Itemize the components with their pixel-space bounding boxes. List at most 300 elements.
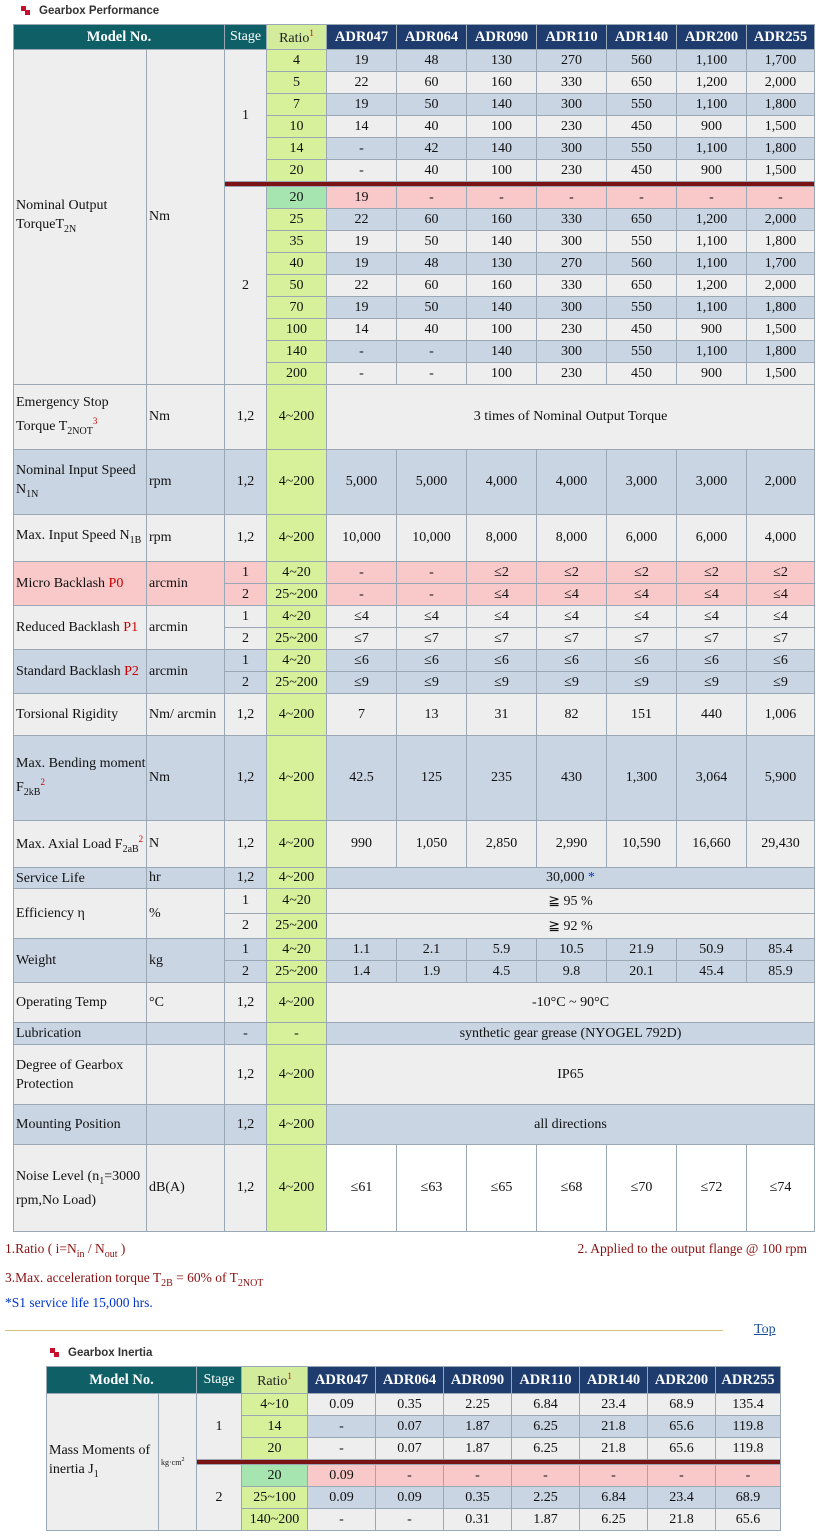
value-cell: 650 <box>607 72 677 94</box>
value-cell: 3,064 <box>677 736 747 821</box>
efficiency-unit: % <box>147 889 225 939</box>
ratio-cell: 50 <box>267 275 327 297</box>
value-cell: 100 <box>467 116 537 138</box>
ratio-header: Ratio$^1$ <box>267 25 327 50</box>
ratio-cell: 140 <box>267 341 327 363</box>
value-cell: ≤2 <box>747 562 815 584</box>
value-cell: 21.8 <box>648 1509 716 1531</box>
value-cell: 50 <box>397 297 467 319</box>
value-cell: 0.07 <box>376 1416 444 1438</box>
value-cell: 7 <box>327 694 397 736</box>
value-cell: ≤4 <box>467 606 537 628</box>
lubrication-label: Lubrication <box>14 1023 147 1045</box>
bending-label: Max. Bending moment $F_{2kB}^2$ <box>14 736 147 821</box>
life-value: 30,000 * <box>327 868 815 889</box>
value-cell: 29,430 <box>747 821 815 868</box>
value-cell: - <box>747 187 815 209</box>
value-cell: 550 <box>607 94 677 116</box>
ratio-cell: 10 <box>267 116 327 138</box>
value-cell: 23.4 <box>648 1487 716 1509</box>
value-cell: 21.9 <box>607 939 677 961</box>
value-cell: 330 <box>537 72 607 94</box>
value-cell: - <box>397 187 467 209</box>
weight-row <box>14 939 815 961</box>
life-label: Service Life <box>14 868 147 889</box>
ratio-cell: 4~200 <box>267 983 327 1023</box>
value-cell: - <box>580 1465 648 1487</box>
value-cell: 900 <box>677 160 747 182</box>
emergency-row <box>14 385 815 450</box>
ratio-cell: 25~100 <box>242 1487 308 1509</box>
value-cell: ≤4 <box>467 584 537 606</box>
value-cell: 450 <box>607 363 677 385</box>
value-cell: - <box>397 562 467 584</box>
value-cell: ≤6 <box>677 650 747 672</box>
value-cell: 2,000 <box>747 72 815 94</box>
model-header: ADR140 <box>607 25 677 50</box>
value-cell: 22 <box>327 209 397 231</box>
value-cell: 5,000 <box>327 450 397 515</box>
value-cell: 21.8 <box>580 1438 648 1460</box>
value-cell: 650 <box>607 275 677 297</box>
value-cell: - <box>677 187 747 209</box>
ratio-cell: 4~200 <box>267 868 327 889</box>
value-cell: 6,000 <box>607 515 677 562</box>
value-cell: 560 <box>607 50 677 72</box>
value-cell: 100 <box>467 363 537 385</box>
stage-cell: 1,2 <box>225 736 267 821</box>
value-cell: - <box>308 1438 376 1460</box>
value-cell: ≤6 <box>607 650 677 672</box>
value-cell: 230 <box>537 363 607 385</box>
ratio-cell: 40 <box>267 253 327 275</box>
value-cell: 550 <box>607 138 677 160</box>
value-cell: 45.4 <box>677 961 747 983</box>
stage-cell: 1 <box>197 1394 242 1460</box>
ratio-cell: 4~200 <box>267 694 327 736</box>
life-unit: hr <box>147 868 225 889</box>
value-cell: 1,700 <box>747 50 815 72</box>
weight-unit: kg <box>147 939 225 983</box>
header-row <box>14 25 815 50</box>
value-cell: 130 <box>467 253 537 275</box>
value-cell: 40 <box>397 116 467 138</box>
value-cell: ≤4 <box>397 606 467 628</box>
value-cell: - <box>397 341 467 363</box>
stage-cell: 1 <box>225 889 267 914</box>
value-cell: ≤7 <box>327 628 397 650</box>
red-flag-icon <box>50 1348 60 1358</box>
inertia-label: Mass Moments of inertia $J_1$ <box>47 1394 159 1531</box>
value-cell: 230 <box>537 319 607 341</box>
value-cell: 68.9 <box>716 1487 781 1509</box>
model-header: ADR200 <box>648 1367 716 1394</box>
value-cell: 1,800 <box>747 341 815 363</box>
reduced-label: Reduced Backlash P1 <box>14 606 147 650</box>
value-cell: 550 <box>607 231 677 253</box>
value-cell: ≤2 <box>537 562 607 584</box>
value-cell: 1,200 <box>677 275 747 297</box>
inertia-row <box>47 1394 781 1416</box>
ratio-cell: 4~20 <box>267 889 327 914</box>
value-cell: 40 <box>397 319 467 341</box>
performance-title-text: Gearbox Performance <box>39 5 160 17</box>
bending-row <box>14 736 815 821</box>
value-cell: ≤7 <box>607 628 677 650</box>
value-cell: 4,000 <box>467 450 537 515</box>
value-cell: 1,100 <box>677 138 747 160</box>
value-cell: 2,000 <box>747 450 815 515</box>
ratio-cell: 4~20 <box>267 562 327 584</box>
stage-cell: 2 <box>197 1465 242 1531</box>
micro-unit: arcmin <box>147 562 225 606</box>
value-cell: - <box>308 1509 376 1531</box>
value-cell: 65.6 <box>648 1438 716 1460</box>
value-cell: ≤9 <box>467 672 537 694</box>
value-cell: 160 <box>467 209 537 231</box>
value-cell: ≤68 <box>537 1145 607 1232</box>
value-cell: - <box>308 1416 376 1438</box>
value-cell: 4,000 <box>537 450 607 515</box>
value-cell: 135.4 <box>716 1394 781 1416</box>
value-cell: 6.25 <box>512 1416 580 1438</box>
stage-cell: 1,2 <box>225 821 267 868</box>
ratio-cell: 4 <box>267 50 327 72</box>
ratio-cell: 14 <box>242 1416 308 1438</box>
ratio-cell: 4~20 <box>267 650 327 672</box>
ratio-cell: 4~200 <box>267 385 327 450</box>
value-cell: 10,000 <box>397 515 467 562</box>
ratio-cell: 5 <box>267 72 327 94</box>
value-cell: 19 <box>327 187 397 209</box>
value-cell: ≤2 <box>677 562 747 584</box>
value-cell: 6,000 <box>677 515 747 562</box>
value-cell: 50 <box>397 231 467 253</box>
stage-cell: 1,2 <box>225 385 267 450</box>
value-cell: 1,050 <box>397 821 467 868</box>
value-cell: 4,000 <box>747 515 815 562</box>
value-cell: 0.09 <box>308 1487 376 1509</box>
reduced-row <box>14 606 815 628</box>
value-cell: ≤4 <box>537 606 607 628</box>
value-cell: 19 <box>327 297 397 319</box>
ratio-cell: 4~200 <box>267 1105 327 1145</box>
value-cell: ≤72 <box>677 1145 747 1232</box>
value-cell: 300 <box>537 297 607 319</box>
stage-cell: 1,2 <box>225 868 267 889</box>
protection-value: IP65 <box>327 1045 815 1105</box>
stage-cell: 1,2 <box>225 1045 267 1105</box>
value-cell: ≤4 <box>537 584 607 606</box>
protection-unit <box>147 1045 225 1105</box>
spec-section <box>14 385 815 1232</box>
value-cell: 300 <box>537 341 607 363</box>
ratio-cell: 4~200 <box>267 450 327 515</box>
stage-cell: 2 <box>225 961 267 983</box>
value-cell: 2.25 <box>444 1394 512 1416</box>
value-cell: - <box>376 1465 444 1487</box>
value-cell: ≤7 <box>537 628 607 650</box>
note-service-life: *S1 service life 15,000 hrs. <box>5 1295 153 1310</box>
value-cell: - <box>512 1465 580 1487</box>
value-cell: 0.09 <box>308 1394 376 1416</box>
value-cell: 119.8 <box>716 1416 781 1438</box>
torque-label: Nominal Output TorqueT$_{2N}$ <box>14 50 147 385</box>
lubrication-unit <box>147 1023 225 1045</box>
inertia-section-title <box>50 1347 152 1359</box>
value-cell: 1.87 <box>512 1509 580 1531</box>
value-cell: - <box>327 160 397 182</box>
bending-unit: Nm <box>147 736 225 821</box>
value-cell: 8,000 <box>537 515 607 562</box>
value-cell: 6.25 <box>512 1438 580 1460</box>
value-cell: 270 <box>537 253 607 275</box>
lubrication-value: synthetic gear grease (NYOGEL 792D) <box>327 1023 815 1045</box>
value-cell: 2,990 <box>537 821 607 868</box>
ratio-cell: 4~200 <box>267 1145 327 1232</box>
emergency-value: 3 times of Nominal Output Torque <box>327 385 815 450</box>
value-cell: ≤61 <box>327 1145 397 1232</box>
value-cell: 151 <box>607 694 677 736</box>
notes-line-1 <box>5 1241 815 1261</box>
value-cell: 1,500 <box>747 160 815 182</box>
stage-cell: 1 <box>225 939 267 961</box>
value-cell: ≤4 <box>327 606 397 628</box>
ratio-cell: - <box>267 1023 327 1045</box>
value-cell: 140 <box>467 341 537 363</box>
value-cell: ≤4 <box>677 584 747 606</box>
torque-row <box>14 50 815 72</box>
ratio-cell: 14 <box>267 138 327 160</box>
value-cell: ≤9 <box>397 672 467 694</box>
value-cell: 19 <box>327 94 397 116</box>
value-cell: 14 <box>327 319 397 341</box>
value-cell: 300 <box>537 138 607 160</box>
value-cell: 6.84 <box>580 1487 648 1509</box>
value-cell: 2.25 <box>512 1487 580 1509</box>
ratio-cell: 4~20 <box>267 606 327 628</box>
value-cell: ≤4 <box>677 606 747 628</box>
ratio-cell: 20 <box>267 187 327 209</box>
value-cell: 1,700 <box>747 253 815 275</box>
value-cell: ≤9 <box>607 672 677 694</box>
axial-unit: N <box>147 821 225 868</box>
performance-table <box>13 24 815 1232</box>
micro-row <box>14 562 815 584</box>
value-cell: 9.8 <box>537 961 607 983</box>
value-cell: 10,000 <box>327 515 397 562</box>
value-cell: 1,100 <box>677 231 747 253</box>
value-cell: ≤70 <box>607 1145 677 1232</box>
model-header: ADR047 <box>327 25 397 50</box>
value-cell: 65.6 <box>716 1509 781 1531</box>
standard-label: Standard Backlash P2 <box>14 650 147 694</box>
value-cell: 82 <box>537 694 607 736</box>
value-cell: 300 <box>537 94 607 116</box>
value-cell: 1.87 <box>444 1416 512 1438</box>
value-cell: 13 <box>397 694 467 736</box>
value-cell: 900 <box>677 116 747 138</box>
performance-section-title <box>21 5 159 17</box>
value-cell: 550 <box>607 341 677 363</box>
value-cell: 65.6 <box>648 1416 716 1438</box>
standard-row <box>14 650 815 672</box>
stage-cell: 2 <box>225 914 267 939</box>
value-cell: 21.8 <box>580 1416 648 1438</box>
optemp-value: -10°C ~ 90°C <box>327 983 815 1023</box>
note-output-flange: 2. Applied to the output flange @ 100 rpm <box>577 1241 807 1256</box>
value-cell: 230 <box>537 160 607 182</box>
value-cell: 0.35 <box>444 1487 512 1509</box>
value-cell: - <box>327 363 397 385</box>
value-cell: - <box>716 1465 781 1487</box>
model-header: ADR090 <box>467 25 537 50</box>
value-cell: 300 <box>537 231 607 253</box>
value-cell: ≤6 <box>397 650 467 672</box>
value-cell: 14 <box>327 116 397 138</box>
value-cell: ≤9 <box>537 672 607 694</box>
torque-unit: Nm <box>147 50 225 385</box>
value-cell: ≤65 <box>467 1145 537 1232</box>
value-cell: 1.87 <box>444 1438 512 1460</box>
stage-cell: 1,2 <box>225 694 267 736</box>
value-cell: 1,800 <box>747 297 815 319</box>
ratio-cell: 25~200 <box>267 914 327 939</box>
value-cell: 19 <box>327 231 397 253</box>
model-header: ADR090 <box>444 1367 512 1394</box>
value-cell: 8,000 <box>467 515 537 562</box>
efficiency-label: Efficiency η <box>14 889 147 939</box>
ratio-cell: 20 <box>242 1465 308 1487</box>
ratio-cell: 200 <box>267 363 327 385</box>
value-cell: 330 <box>537 275 607 297</box>
value-cell: 2,850 <box>467 821 537 868</box>
torsional-unit: Nm/ arcmin <box>147 694 225 736</box>
value-cell: 1,800 <box>747 94 815 116</box>
value-cell: 270 <box>537 50 607 72</box>
value-cell: 6.25 <box>580 1509 648 1531</box>
value-cell: 5,900 <box>747 736 815 821</box>
model-header: ADR110 <box>512 1367 580 1394</box>
efficiency-row <box>14 889 815 914</box>
value-cell: 85.4 <box>747 939 815 961</box>
top-link[interactable]: Top <box>754 1322 776 1337</box>
ratio-cell: 25~200 <box>267 672 327 694</box>
value-cell: 430 <box>537 736 607 821</box>
value-cell: - <box>607 187 677 209</box>
value-cell: ≤74 <box>747 1145 815 1232</box>
torsional-row <box>14 694 815 736</box>
ratio-cell: 140~200 <box>242 1509 308 1531</box>
stage-header: Stage <box>225 25 267 50</box>
stage-cell: 1 <box>225 562 267 584</box>
stage-header: Stage <box>197 1367 242 1394</box>
mounting-label: Mounting Position <box>14 1105 147 1145</box>
value-cell: ≤4 <box>747 606 815 628</box>
value-cell: ≤2 <box>607 562 677 584</box>
value-cell: 1,100 <box>677 341 747 363</box>
max_speed-row <box>14 515 815 562</box>
value-cell: 2,000 <box>747 275 815 297</box>
value-cell: 10.5 <box>537 939 607 961</box>
value-cell: 60 <box>397 275 467 297</box>
noise-label: Noise Level ($n_1=3000$ rpm,No Load) <box>14 1145 147 1232</box>
value-cell: - <box>327 584 397 606</box>
value-cell: - <box>376 1509 444 1531</box>
model-no-header: Model No. <box>14 25 225 50</box>
optemp-row <box>14 983 815 1023</box>
value-cell: 48 <box>397 253 467 275</box>
value-cell: ≤6 <box>747 650 815 672</box>
value-cell: 100 <box>467 160 537 182</box>
value-cell: ≤2 <box>467 562 537 584</box>
value-cell: ≤4 <box>607 584 677 606</box>
model-header: ADR255 <box>747 25 815 50</box>
value-cell: 140 <box>467 231 537 253</box>
stage-cell: 2 <box>225 628 267 650</box>
value-cell: 0.07 <box>376 1438 444 1460</box>
value-cell: 160 <box>467 72 537 94</box>
value-cell: 42 <box>397 138 467 160</box>
value-cell: 1,200 <box>677 72 747 94</box>
value-cell: 1,500 <box>747 116 815 138</box>
inertia-table <box>46 1366 781 1531</box>
value-cell: 450 <box>607 319 677 341</box>
weight-label: Weight <box>14 939 147 983</box>
value-cell: ≤9 <box>327 672 397 694</box>
efficiency-value: ≧ 95 % <box>327 889 815 914</box>
model-header: ADR064 <box>376 1367 444 1394</box>
stage-cell: 2 <box>225 672 267 694</box>
value-cell: 1,800 <box>747 231 815 253</box>
noise-unit: dB(A) <box>147 1145 225 1232</box>
value-cell: 60 <box>397 209 467 231</box>
value-cell: 3,000 <box>677 450 747 515</box>
value-cell: - <box>467 187 537 209</box>
stage-cell: 1,2 <box>225 1145 267 1232</box>
value-cell: 130 <box>467 50 537 72</box>
efficiency-value: ≧ 92 % <box>327 914 815 939</box>
value-cell: 1.4 <box>327 961 397 983</box>
value-cell: 10,590 <box>607 821 677 868</box>
ratio-cell: 35 <box>267 231 327 253</box>
value-cell: 140 <box>467 297 537 319</box>
ratio-cell: 7 <box>267 94 327 116</box>
emergency-label: Emergency Stop Torque $T_{2NOT}^3$ <box>14 385 147 450</box>
noise-row <box>14 1145 815 1232</box>
value-cell: 22 <box>327 72 397 94</box>
value-cell: 450 <box>607 160 677 182</box>
value-cell: 0.09 <box>376 1487 444 1509</box>
value-cell: 1.9 <box>397 961 467 983</box>
emergency-unit: Nm <box>147 385 225 450</box>
protection-row <box>14 1045 815 1105</box>
ratio-cell: 4~200 <box>267 515 327 562</box>
value-cell: 990 <box>327 821 397 868</box>
inertia-header-row <box>47 1367 781 1394</box>
micro-label: Micro Backlash P0 <box>14 562 147 606</box>
value-cell: 1,100 <box>677 94 747 116</box>
ratio-cell: 100 <box>267 319 327 341</box>
optemp-label: Operating Temp <box>14 983 147 1023</box>
value-cell: 68.9 <box>648 1394 716 1416</box>
value-cell: 22 <box>327 275 397 297</box>
value-cell: 1,500 <box>747 319 815 341</box>
model-no-header: Model No. <box>47 1367 197 1394</box>
value-cell: 1,100 <box>677 50 747 72</box>
model-header: ADR200 <box>677 25 747 50</box>
value-cell: ≤6 <box>467 650 537 672</box>
